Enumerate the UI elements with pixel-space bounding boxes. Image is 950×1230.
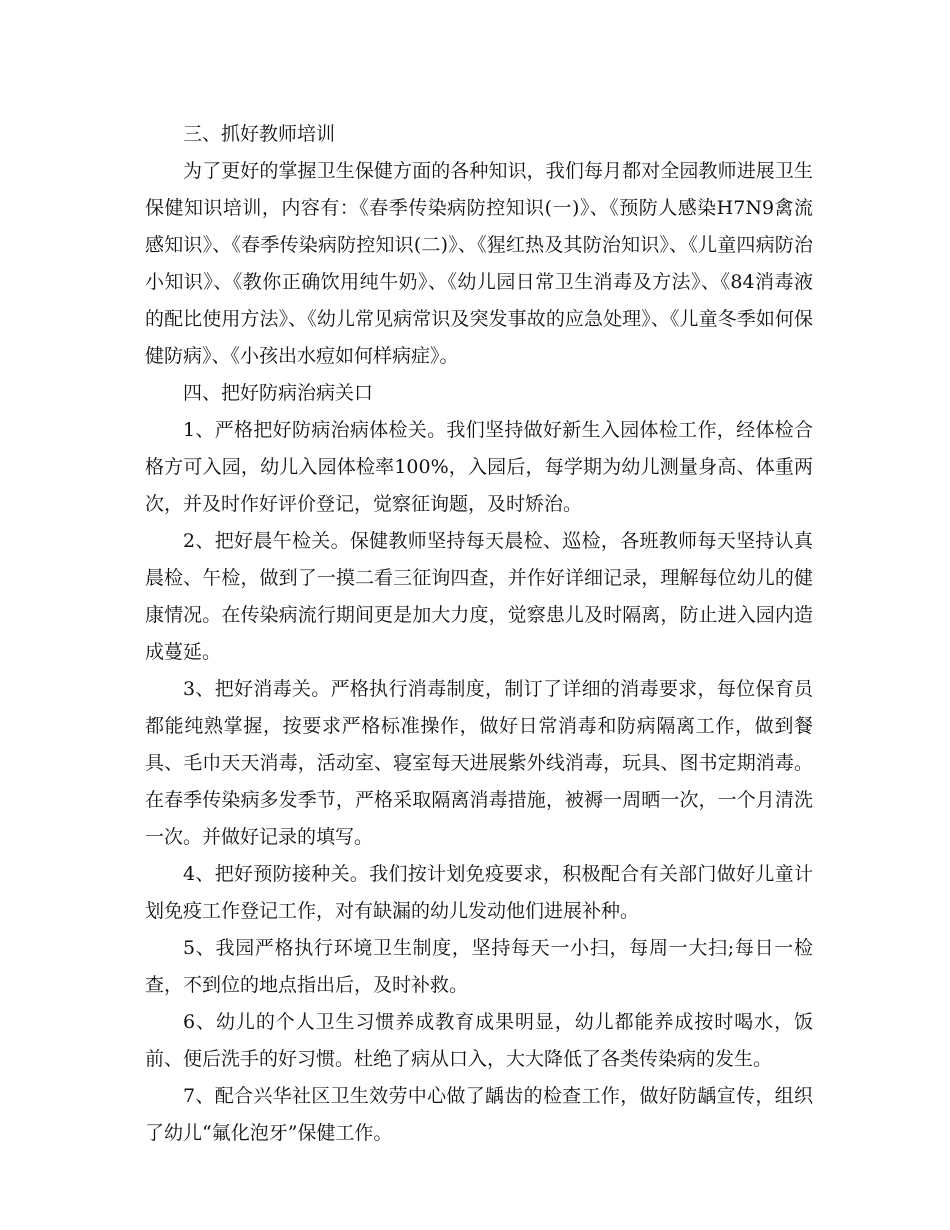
document-body: [145, 116, 813, 1152]
section-heading-teacher-training: 三、抓好教师培训: [183, 123, 336, 145]
paragraph-item-4-vaccination: 4、把好预防接种关。我们按计划免疫要求，积极配合有关部门做好儿童计划免疫工作登记工作，对有缺漏的幼儿发动他们进展补种。: [145, 863, 813, 922]
paragraph-item-2-morning-check: 2、把好晨午检关。保健教师坚持每天晨检、巡检，各班教师每天坚持认真晨检、午检，做到了一摸二看三征询四查，并作好详细记录，理解每位幼儿的健康情况。在传染病流行期间更是加大力度，觉察患儿及时隔离，防止进入园内造成蔓延。: [145, 530, 813, 663]
paragraph-item-6-hygiene-habits: 6、幼儿的个人卫生习惯养成教育成果明显，幼儿都能养成按时喝水，饭前、便后洗手的好习惯。杜绝了病从口入，大大降低了各类传染病的发生。: [145, 1011, 813, 1070]
paragraph-training-content: 为了更好的掌握卫生保健方面的各种知识，我们每月都对全园教师进展卫生保健知识培训，内容有：《春季传染病防控知识(一)》、《预防人感染H7N9禽流感知识》、《春季传染病防控知识(二)》、《猩红热及其防治知识》、《儿童四病防治小知识》、《教你正确饮用纯牛奶》、《幼儿园日常卫生消毒及方法》、《84消毒液的配比使用方法》、《幼儿常见病常识及突发事故的应急处理》、《儿童冬季如何保健防病》、《小孩出水痘如何样病症》。: [145, 160, 813, 367]
paragraph-item-3-disinfection: 3、把好消毒关。严格执行消毒制度，制订了详细的消毒要求，每位保育员都能纯熟掌握，按要求严格标准操作，做好日常消毒和防病隔离工作，做到餐具、毛巾天天消毒，活动室、寝室每天进展紫外线消毒，玩具、图书定期消毒。在春季传染病多发季节，严格采取隔离消毒措施，被褥一周晒一次，一个月清洗一次。并做好记录的填写。: [145, 678, 813, 848]
paragraph-item-5-environment: 5、我园严格执行环境卫生制度，坚持每天一小扫，每周一大扫;每日一检查，不到位的地点指出后，及时补救。: [145, 937, 813, 996]
paragraph-item-7-dental-check: 7、配合兴华社区卫生效劳中心做了龋齿的检查工作，做好防龋宣传，组织了幼儿“氟化泡牙”保健工作。: [145, 1085, 813, 1144]
section-heading-disease-prevention: 四、把好防病治病关口: [183, 382, 374, 404]
paragraph-item-1-health-check: 1、严格把好防病治病体检关。我们坚持做好新生入园体检工作，经体检合格方可入园，幼儿入园体检率100%，入园后，每学期为幼儿测量身高、体重两次，并及时作好评价登记，觉察征询题，及时矫治。: [145, 419, 813, 515]
